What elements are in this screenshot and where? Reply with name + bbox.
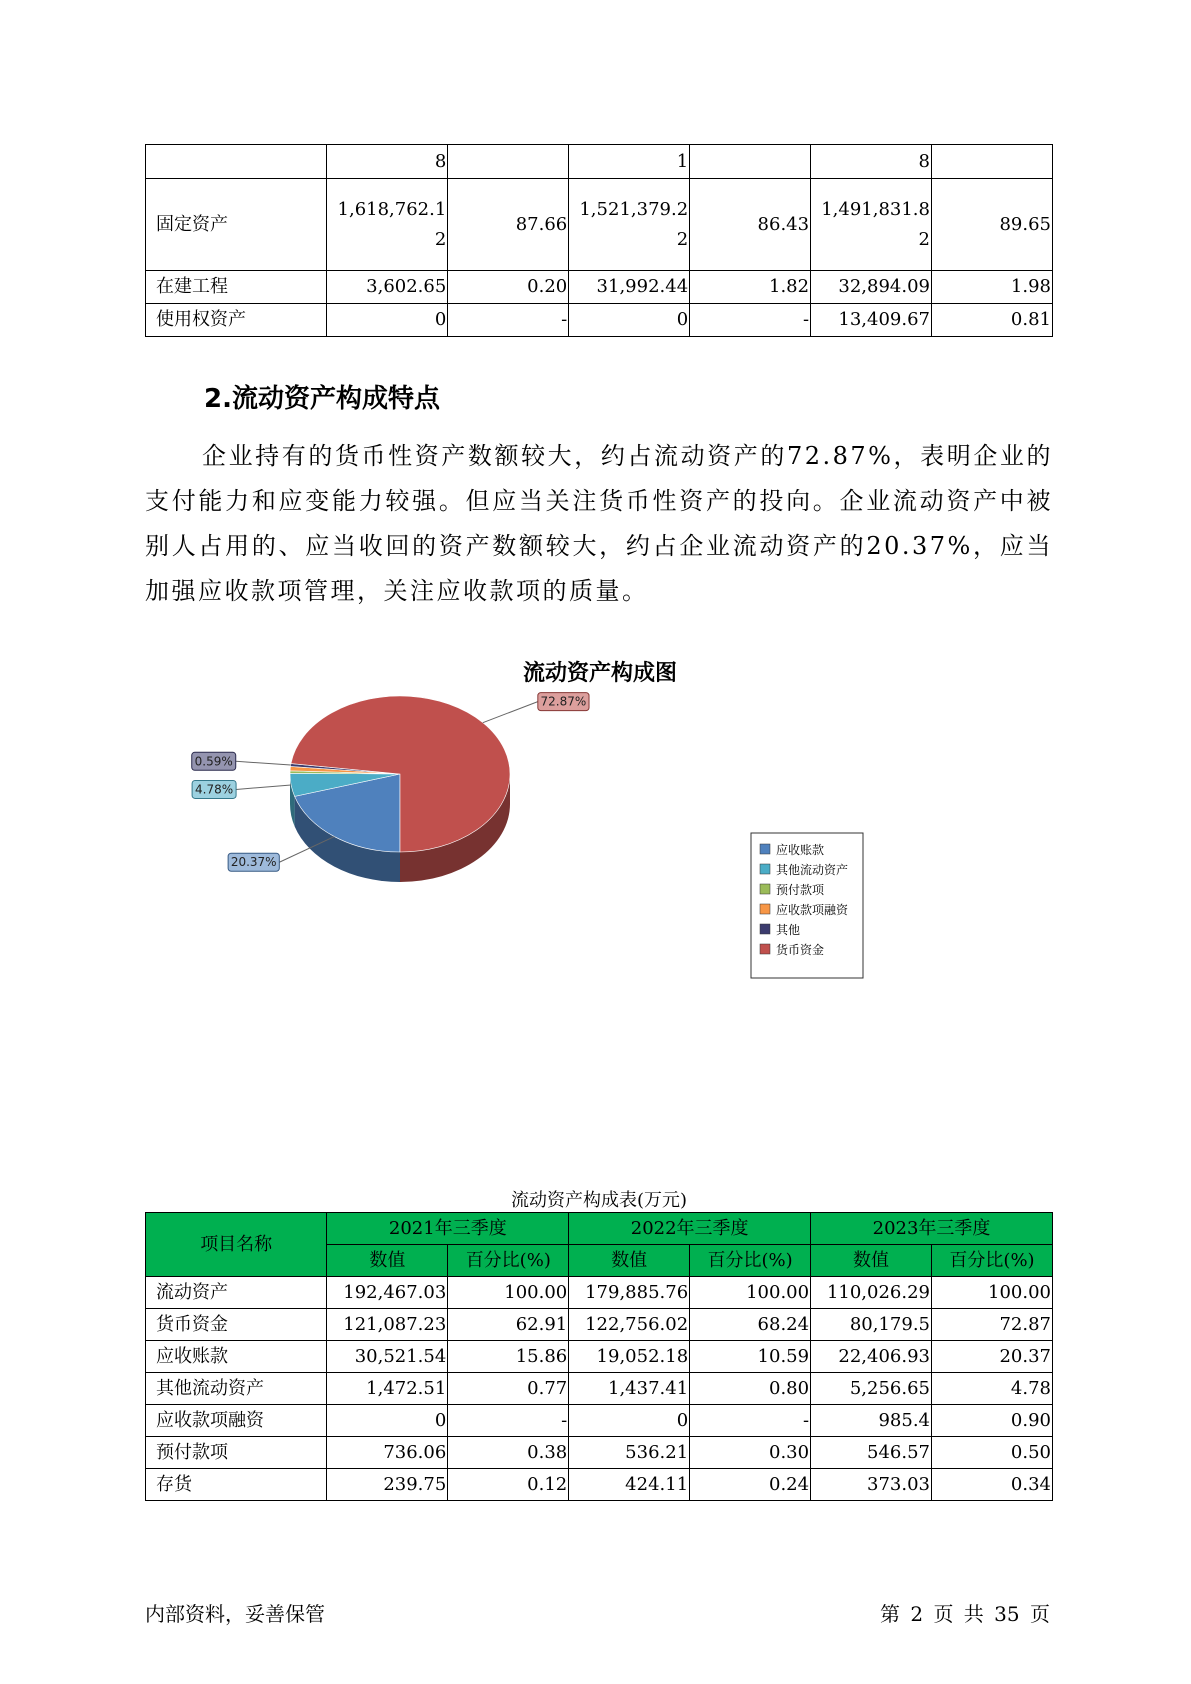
row-label: 流动资产 <box>146 1277 327 1309</box>
table-cell: 68.24 <box>690 1309 811 1341</box>
column-header: 百分比(%) <box>690 1245 811 1277</box>
leader-line <box>483 702 538 723</box>
value-line: 2 <box>434 228 447 250</box>
table-cell: 373.03 <box>811 1469 932 1501</box>
legend-label: 其他 <box>776 923 801 937</box>
table-cell <box>932 145 1053 179</box>
column-header: 项目名称 <box>146 1213 327 1277</box>
table-row <box>146 1341 1053 1373</box>
legend-label: 应收款项融资 <box>776 903 849 917</box>
table-cell: 179,885.76 <box>569 1277 690 1309</box>
table-cell: 1.82 <box>690 271 811 304</box>
legend-swatch <box>760 924 770 934</box>
table-cell: 8 <box>811 145 932 179</box>
value-line: 2 <box>918 228 930 250</box>
data-label: 4.78% <box>195 782 234 797</box>
table-cell <box>448 145 569 179</box>
value-line: 1,618,762.1 <box>337 198 447 220</box>
table-cell: 100.00 <box>690 1277 811 1309</box>
table-cell: 0.38 <box>448 1437 569 1469</box>
table-cell <box>146 145 327 179</box>
table-cell: - <box>690 1405 811 1437</box>
table-cell: 0 <box>327 1405 448 1437</box>
table-row <box>146 1309 1053 1341</box>
current-assets-pie-chart <box>0 640 1191 990</box>
table-cell: 0.12 <box>448 1469 569 1501</box>
table-cell: 32,894.09 <box>811 271 932 304</box>
legend-swatch <box>760 864 770 874</box>
current-assets-table <box>145 1212 1053 1501</box>
table-cell: 30,521.54 <box>327 1341 448 1373</box>
legend-label: 货币资金 <box>776 943 825 957</box>
chart-title: 流动资产构成图 <box>522 661 678 686</box>
table-cell: 122,756.02 <box>569 1309 690 1341</box>
table-cell: 110,026.29 <box>811 1277 932 1309</box>
table-cell: - <box>690 304 811 337</box>
column-header: 2022年三季度 <box>569 1213 811 1245</box>
chart-legend <box>751 833 863 978</box>
table-cell: 72.87 <box>932 1309 1053 1341</box>
column-header: 数值 <box>569 1245 690 1277</box>
table-cell: 1 <box>569 145 690 179</box>
table-cell: 239.75 <box>327 1469 448 1501</box>
column-header: 数值 <box>327 1245 448 1277</box>
table-row <box>146 145 1053 179</box>
table-cell <box>569 179 690 271</box>
table-cell: 100.00 <box>448 1277 569 1309</box>
value-line: 1,521,379.2 <box>579 198 689 220</box>
column-header: 百分比(%) <box>448 1245 569 1277</box>
table-cell: 22,406.93 <box>811 1341 932 1373</box>
table-cell: - <box>448 1405 569 1437</box>
table-cell: 8 <box>327 145 448 179</box>
table-cell: 86.43 <box>690 179 811 271</box>
table-row <box>146 1437 1053 1469</box>
data-label: 72.87% <box>540 694 587 709</box>
table-cell: 736.06 <box>327 1437 448 1469</box>
body-paragraph: 企业持有的货币性资产数额较大，约占流动资产的72.87%，表明企业的支付能力和应变能力较强。但应当关注货币性资产的投向。企业流动资产中被别人占用的、应当收回的资产数额较大，约占企业流动资产的20.37%，应当加强应收款项管理，关注应收款项的质量。 <box>145 442 1053 605</box>
legend-label: 预付款项 <box>776 883 825 897</box>
legend-label: 应收账款 <box>776 843 825 857</box>
table-cell: 0.20 <box>448 271 569 304</box>
leader-line <box>236 785 291 789</box>
table-cell: 0 <box>569 304 690 337</box>
table-cell: 0 <box>327 304 448 337</box>
column-header: 2023年三季度 <box>811 1213 1053 1245</box>
legend-swatch <box>760 844 770 854</box>
table-cell: 3,602.65 <box>327 271 448 304</box>
footer-page-number: 第 2 页 共 35 页 <box>880 1602 1050 1626</box>
table-cell: 121,087.23 <box>327 1309 448 1341</box>
row-label: 应收款项融资 <box>146 1405 327 1437</box>
table-cell: 546.57 <box>811 1437 932 1469</box>
section-heading: 2.流动资产构成特点 <box>204 384 440 414</box>
footer-confidential-note: 内部资料，妥善保管 <box>145 1602 325 1626</box>
row-label: 货币资金 <box>146 1309 327 1341</box>
row-label: 存货 <box>146 1469 327 1501</box>
table-cell <box>327 179 448 271</box>
legend-swatch <box>760 904 770 914</box>
table-cell: 424.11 <box>569 1469 690 1501</box>
table-cell <box>690 145 811 179</box>
column-header: 2021年三季度 <box>327 1213 569 1245</box>
legend-swatch <box>760 884 770 894</box>
value-line: 2 <box>676 228 689 250</box>
leader-line <box>236 761 291 765</box>
table-cell: 4.78 <box>932 1373 1053 1405</box>
table-cell: 0.24 <box>690 1469 811 1501</box>
table-cell: 0.30 <box>690 1437 811 1469</box>
table-cell: 1,472.51 <box>327 1373 448 1405</box>
row-label: 使用权资产 <box>146 304 327 337</box>
table-cell: 985.4 <box>811 1405 932 1437</box>
row-label: 在建工程 <box>146 271 327 304</box>
table-cell: 192,467.03 <box>327 1277 448 1309</box>
table-cell: 0 <box>569 1405 690 1437</box>
table-cell: 19,052.18 <box>569 1341 690 1373</box>
table-row <box>146 1405 1053 1437</box>
table-cell: 20.37 <box>932 1341 1053 1373</box>
table-cell: 0.90 <box>932 1405 1053 1437</box>
table-cell: 536.21 <box>569 1437 690 1469</box>
table-cell: 100.00 <box>932 1277 1053 1309</box>
column-header: 百分比(%) <box>932 1245 1053 1277</box>
table-cell: 13,409.67 <box>811 304 932 337</box>
table-row <box>146 271 1053 304</box>
column-header: 数值 <box>811 1245 932 1277</box>
row-label: 固定资产 <box>146 179 327 271</box>
table-row <box>146 1277 1053 1309</box>
table-cell: 89.65 <box>932 179 1053 271</box>
table-cell: 31,992.44 <box>569 271 690 304</box>
table-cell: 15.86 <box>448 1341 569 1373</box>
table-cell: 0.81 <box>932 304 1053 337</box>
fixed-assets-table <box>145 144 1053 337</box>
table-cell: 80,179.5 <box>811 1309 932 1341</box>
table-cell: 0.34 <box>932 1469 1053 1501</box>
data-label: 0.59% <box>194 754 233 769</box>
table-cell: 1,437.41 <box>569 1373 690 1405</box>
row-label: 其他流动资产 <box>146 1373 327 1405</box>
table-row <box>146 179 1053 271</box>
table-cell: 62.91 <box>448 1309 569 1341</box>
pie <box>290 696 510 882</box>
table-row <box>146 304 1053 337</box>
table-cell: 0.77 <box>448 1373 569 1405</box>
value-line: 1,491,831.8 <box>821 198 930 220</box>
table-header-row <box>146 1213 1053 1245</box>
table-cell: 5,256.65 <box>811 1373 932 1405</box>
table-cell: 0.50 <box>932 1437 1053 1469</box>
row-label: 应收账款 <box>146 1341 327 1373</box>
table-cell: 87.66 <box>448 179 569 271</box>
table-cell: - <box>448 304 569 337</box>
legend-swatch <box>760 944 770 954</box>
legend-label: 其他流动资产 <box>776 863 849 877</box>
table-cell: 10.59 <box>690 1341 811 1373</box>
table-row <box>146 1373 1053 1405</box>
table-cell: 1.98 <box>932 271 1053 304</box>
table-row <box>146 1469 1053 1501</box>
table-cell: 0.80 <box>690 1373 811 1405</box>
data-label: 20.37% <box>230 855 277 870</box>
table-caption: 流动资产构成表(万元) <box>510 1190 688 1211</box>
row-label: 预付款项 <box>146 1437 327 1469</box>
table-cell <box>811 179 932 271</box>
